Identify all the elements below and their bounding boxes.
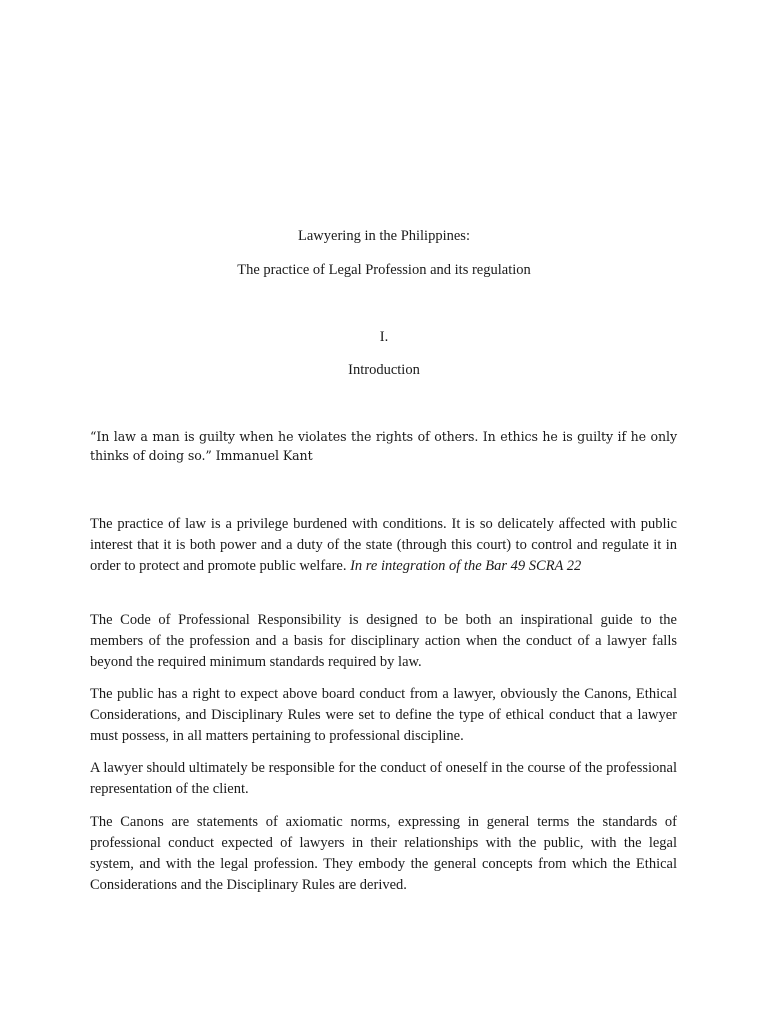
paragraph-text [90, 514, 677, 577]
paragraph-text: The public has a right to expect above board conduct from a lawyer, obviously the Canons, Ethical Considerations, and Disciplinary Rules were set to define the type of ethical conduct that a lawyer must possess, in all matters pertaining to professional discipline. [90, 686, 677, 744]
paragraph-public-expectation [90, 684, 677, 747]
paragraph-lawyer-responsibility [90, 758, 677, 800]
document-subtitle: The practice of Legal Profession and its regulation [237, 262, 531, 278]
epigraph-quote: “In law a man is guilty when he violates the rights of others. In ethics he is guilty if he only thinks of doing so.” Immanuel Kant [90, 429, 677, 463]
paragraph-text: The Canons are statements of axiomatic norms, expressing in general terms the standards of professional conduct expected of lawyers in their relationships with the public, with the legal system, and with the legal profession. They embody the general concepts from which the Ethical Considerations and the Disciplinary Rules are derived. [90, 814, 677, 893]
paragraph-practice-of-law [90, 514, 677, 577]
case-citation: In re integration of the Bar 49 SCRA 22 [350, 558, 582, 574]
section-title: Introduction [348, 362, 420, 378]
section-number: I. [379, 329, 389, 345]
paragraph-text: The Code of Professional Responsibility is designed to be both an inspirational guide to the members of the profession and a basis for disciplinary action when the conduct of a lawyer falls beyond the required minimum standards required by law. [90, 612, 677, 670]
paragraph-text: A lawyer should ultimately be responsible for the conduct of oneself in the course of the professional representation of the client. [90, 760, 677, 797]
paragraph-canons [90, 812, 677, 896]
paragraph-code-of-responsibility [90, 610, 677, 673]
paragraph-body: The practice of law is a privilege burdened with conditions. It is so delicately affected with public interest that it is both power and a duty of the state (through this court) to control and regulate it in order to protect and promote public welfare. [90, 516, 677, 574]
document-title: Lawyering in the Philippines: [298, 228, 470, 244]
